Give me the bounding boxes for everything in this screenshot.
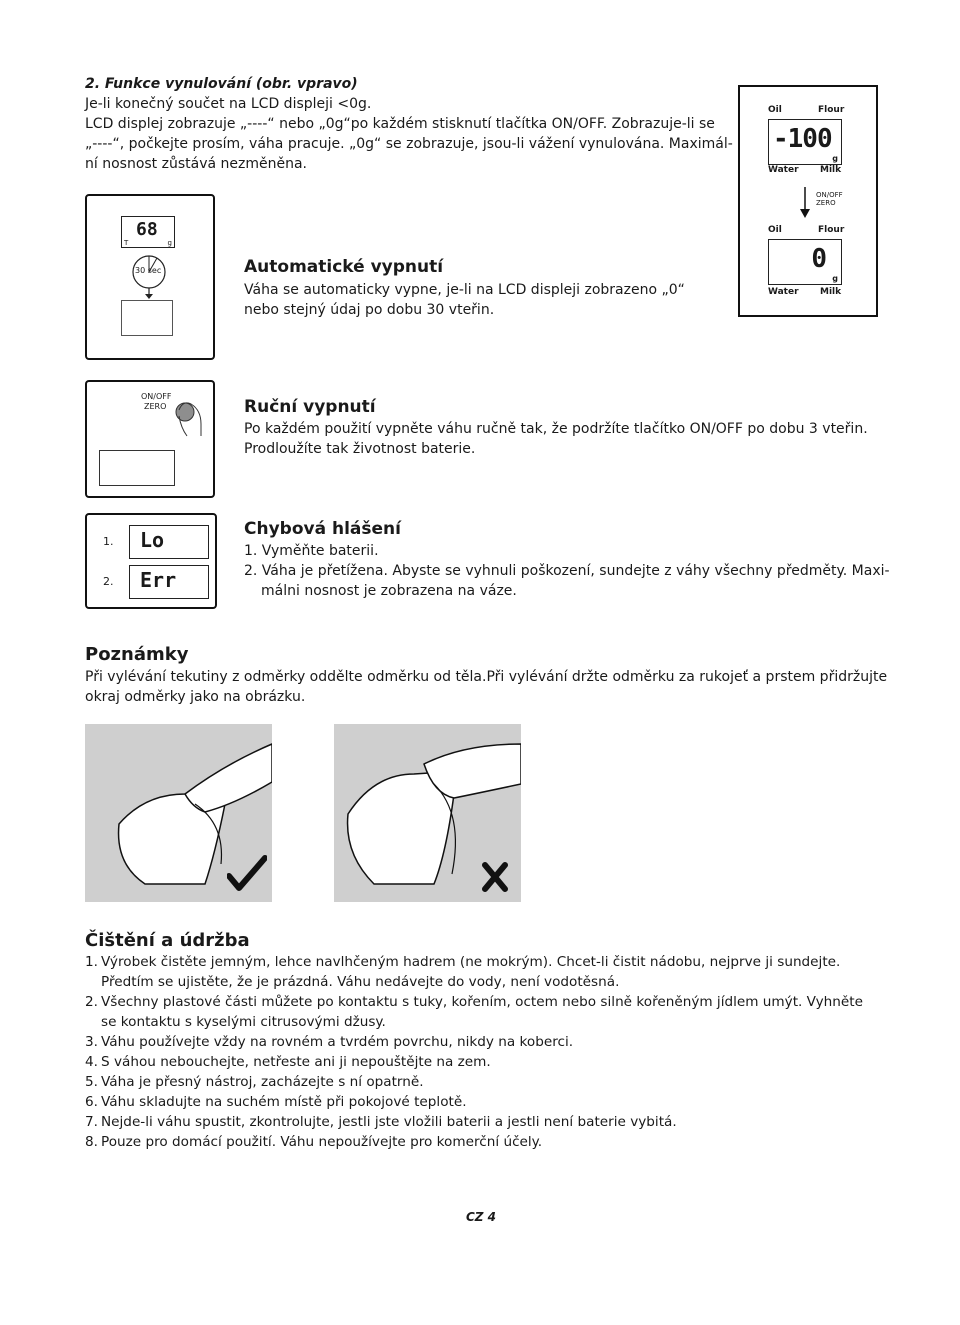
auto-off-title: Automatické vypnutí bbox=[244, 257, 444, 277]
auto-off-blank-lcd bbox=[121, 300, 173, 336]
auto-off-text-2: nebo stejný údaj po dobu 30 vteřin. bbox=[244, 302, 495, 318]
zero-line-4: ní nosnost zůstává nezměněna. bbox=[85, 156, 307, 172]
cleaning-item-num: 2. bbox=[85, 994, 98, 1010]
cleaning-item bbox=[85, 1072, 895, 1092]
check-icon bbox=[227, 854, 267, 892]
water-label-2: Water bbox=[768, 287, 799, 297]
auto-off-text-1: Váha se automaticky vypne, je-li na LCD displeji zobrazeno „0“ bbox=[244, 282, 685, 298]
cleaning-item-line: Váhu používejte vždy na rovném a tvrdém povrchu, nikdy na koberci. bbox=[101, 1034, 574, 1050]
error-figure bbox=[85, 513, 217, 609]
cleaning-item-num: 1. bbox=[85, 954, 98, 970]
pour-wrong-illustration bbox=[334, 724, 521, 902]
lcd-bottom bbox=[768, 239, 842, 285]
zero-button-label: ON/OFF ZERO bbox=[816, 191, 843, 207]
error-num-1: 1. bbox=[103, 535, 114, 548]
manual-off-lcd bbox=[99, 450, 175, 486]
error-item-3: málni nosnost je zobrazena na váze. bbox=[261, 583, 517, 599]
error-num-2: 2. bbox=[103, 575, 114, 588]
milk-label: Milk bbox=[820, 165, 842, 175]
zero-line-3: „----“, počkejte prosím, váha pracuje. „0g“ se zobrazuje, jsou-li vážení vynulována. Maximál- bbox=[85, 136, 733, 152]
auto-off-lcd-left: T bbox=[124, 239, 129, 247]
cleaning-item-line: S váhou nebouchejte, netřeste ani ji nepouštějte na zem. bbox=[101, 1054, 491, 1070]
zero-line-2: LCD displej zobrazuje „----“ nebo „0g“po každém stisknutí tlačítka ON/OFF. Zobrazuje-li se bbox=[85, 116, 715, 132]
oil-label-2: Oil bbox=[768, 225, 782, 235]
zero-section-title: 2. Funkce vynulování (obr. vpravo) bbox=[85, 76, 358, 92]
lcd-top bbox=[768, 119, 842, 165]
water-label: Water bbox=[768, 165, 799, 175]
cleaning-item-line: Váhu skladujte na suchém místě při pokojové teplotě. bbox=[101, 1094, 467, 1110]
error-item-1: 1. Vyměňte baterii. bbox=[244, 543, 379, 559]
finger-press-icon bbox=[171, 394, 207, 438]
cleaning-item bbox=[85, 1032, 895, 1052]
auto-off-lcd-right: g bbox=[167, 239, 172, 247]
cleaning-item-line: Všechny plastové části můžete po kontaktu s tuky, kořením, octem nebo silně kořeněným jídlem umýt. Vyhněte bbox=[101, 994, 863, 1010]
cleaning-item-line: Výrobek čistěte jemným, lehce navlhčeným hadrem (ne mokrým). Chcet-li čistit nádobu, nejprve ji sundejte. bbox=[101, 954, 841, 970]
cleaning-item-num: 5. bbox=[85, 1074, 98, 1090]
lcd-bottom-unit: g bbox=[832, 274, 838, 283]
cross-icon bbox=[482, 862, 508, 892]
cleaning-item bbox=[85, 1112, 895, 1132]
cleaning-item-num: 3. bbox=[85, 1034, 98, 1050]
cleaning-item bbox=[85, 1092, 895, 1112]
manual-off-text-2: Prodloužíte tak životnost baterie. bbox=[244, 441, 476, 457]
lcd-top-value: -100 bbox=[773, 124, 832, 154]
error-item-2: 2. Váha je přetížena. Abyste se vyhnuli poškození, sundejte z váhy všechny předměty. Maxi- bbox=[244, 563, 890, 579]
error-lcd-1-value: Lo bbox=[140, 528, 165, 552]
errors-title: Chybová hlášení bbox=[244, 519, 401, 539]
flour-label-2: Flour bbox=[818, 225, 845, 235]
cleaning-item-line: se kontaktu s kyselými citrusovými džusy. bbox=[101, 1014, 386, 1030]
cleaning-item-num: 7. bbox=[85, 1114, 98, 1130]
auto-off-lcd bbox=[121, 216, 175, 248]
manual-off-text-1: Po každém použití vypněte váhu ručně tak, že podržíte tlačítko ON/OFF po dobu 3 vteřin. bbox=[244, 421, 868, 437]
milk-label-2: Milk bbox=[820, 287, 842, 297]
pour-correct-illustration bbox=[85, 724, 272, 902]
cleaning-item-line: Váha je přesný nástroj, zacházejte s ní opatrně. bbox=[101, 1074, 424, 1090]
oil-label: Oil bbox=[768, 105, 782, 115]
flour-label: Flour bbox=[818, 105, 845, 115]
manual-button-line2: ZERO bbox=[144, 402, 167, 411]
error-lcd-2-value: Err bbox=[140, 568, 177, 592]
cleaning-item-num: 4. bbox=[85, 1054, 98, 1070]
cleaning-item bbox=[85, 992, 895, 1032]
timer-label: 30 sec bbox=[135, 266, 162, 275]
lcd-top-unit: g bbox=[832, 154, 838, 163]
cleaning-item bbox=[85, 952, 895, 992]
cleaning-item-line: Nejde-li váhu spustit, zkontrolujte, jestli jste vložili baterii a jestli není baterie vybitá. bbox=[101, 1114, 677, 1130]
cleaning-item bbox=[85, 1132, 895, 1152]
notes-title: Poznámky bbox=[85, 644, 189, 665]
cleaning-list bbox=[85, 952, 895, 1152]
manual-off-figure bbox=[85, 380, 215, 498]
timer-icon bbox=[131, 252, 171, 300]
manual-button-line1: ON/OFF bbox=[141, 392, 172, 401]
zero-function-figure bbox=[738, 85, 878, 317]
zero-line-1: Je-li konečný součet na LCD displeji <0g. bbox=[85, 96, 372, 112]
error-lcd-1 bbox=[129, 525, 209, 559]
auto-off-lcd-value: 68 bbox=[136, 219, 158, 240]
cleaning-item-num: 8. bbox=[85, 1134, 98, 1150]
error-lcd-2 bbox=[129, 565, 209, 599]
lcd-bottom-value: 0 bbox=[811, 244, 827, 274]
page-number: CZ 4 bbox=[466, 1210, 497, 1224]
cleaning-item bbox=[85, 1052, 895, 1072]
notes-line-1: Při vylévání tekutiny z odměrky oddělte odměrku od těla.Při vylévání držte odměrku za rukojeť a prstem přidržujte bbox=[85, 669, 888, 685]
cleaning-item-num: 6. bbox=[85, 1094, 98, 1110]
cleaning-item-line: Předtím se ujistěte, že je prázdná. Váhu nedávejte do vody, není vodotěsná. bbox=[101, 974, 620, 990]
down-arrow-icon bbox=[798, 187, 812, 219]
manual-off-title: Ruční vypnutí bbox=[244, 397, 376, 417]
auto-off-figure bbox=[85, 194, 215, 360]
notes-line-2: okraj odměrky jako na obrázku. bbox=[85, 689, 306, 705]
cleaning-item-line: Pouze pro domácí použití. Váhu nepoužívejte pro komerční účely. bbox=[101, 1134, 543, 1150]
cleaning-title: Čištění a údržba bbox=[85, 930, 250, 951]
